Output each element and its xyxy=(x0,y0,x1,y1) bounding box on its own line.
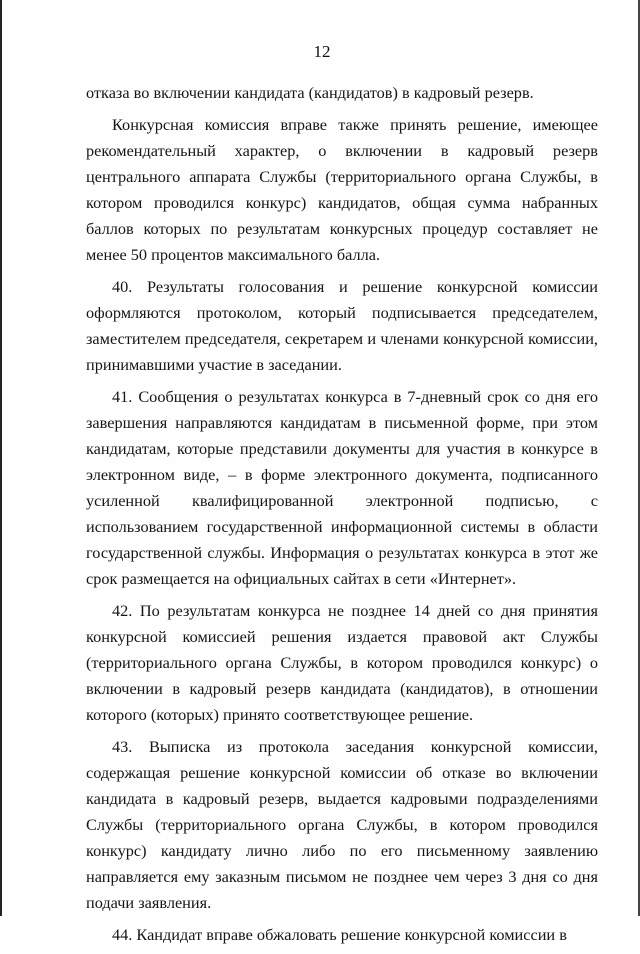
document-body xyxy=(86,80,598,954)
paragraph-44: 44. Кандидат вправе обжаловать решение конкурсной комиссии в xyxy=(112,925,567,944)
paragraph-41: 41. Сообщения о результатах конкурса в 7-дневный срок со дня его завершения направляются кандидатам в письменной форме, при этом кандидатам, которые представили документы для участия в конкурсе в электронном виде, – в форме электронного документа, подписанного усиленной квалифицированной электронной подписью, с использованием государственной информационной системы в области государственной службы. Информация о результатах конкурса в этот же срок размещается на официальных сайтах в сети «Интернет». xyxy=(86,387,598,588)
page-number: 12 xyxy=(313,42,331,61)
paragraph-commission-recommendation: Конкурсная комиссия вправе также принять решение, имеющее рекомендательный характер, о включении в кадровый резерв центрального аппарата Службы (территориального органа Службы, в котором проводился конкурс) кандидатов, общая сумма набранных баллов которых по результатам конкурсных процедур составляет не менее 50 процентов максимального балла. xyxy=(86,115,598,264)
paragraph-42: 42. По результатам конкурса не позднее 14 дней со дня принятия конкурсной комиссией решения издается правовой акт Службы (территориального органа Службы, в котором проводился конкурс) о включении в кадровый резерв кандидата (кандидатов), в отношении которого (которых) принято соответствующее решение. xyxy=(86,601,598,724)
paragraph-continuation: отказа во включении кандидата (кандидатов) в кадровый резерв. xyxy=(86,83,534,102)
paragraph-43: 43. Выписка из протокола заседания конкурсной комиссии, содержащая решение конкурсной комиссии об отказе во включении кандидата в кадровый резерв, выдается кадровыми подразделениями Службы (территориального органа Службы, в котором проводился конкурс) кандидату лично либо по его письменному заявлению направляется ему заказным письмом не позднее чем через 3 дня со дня подачи заявления. xyxy=(86,737,598,912)
paragraph-40: 40. Результаты голосования и решение конкурсной комиссии оформляются протоколом, который подписывается председателем, заместителем председателя, секретарем и членами конкурсной комиссии, принимавшими участие в заседании. xyxy=(86,277,598,374)
